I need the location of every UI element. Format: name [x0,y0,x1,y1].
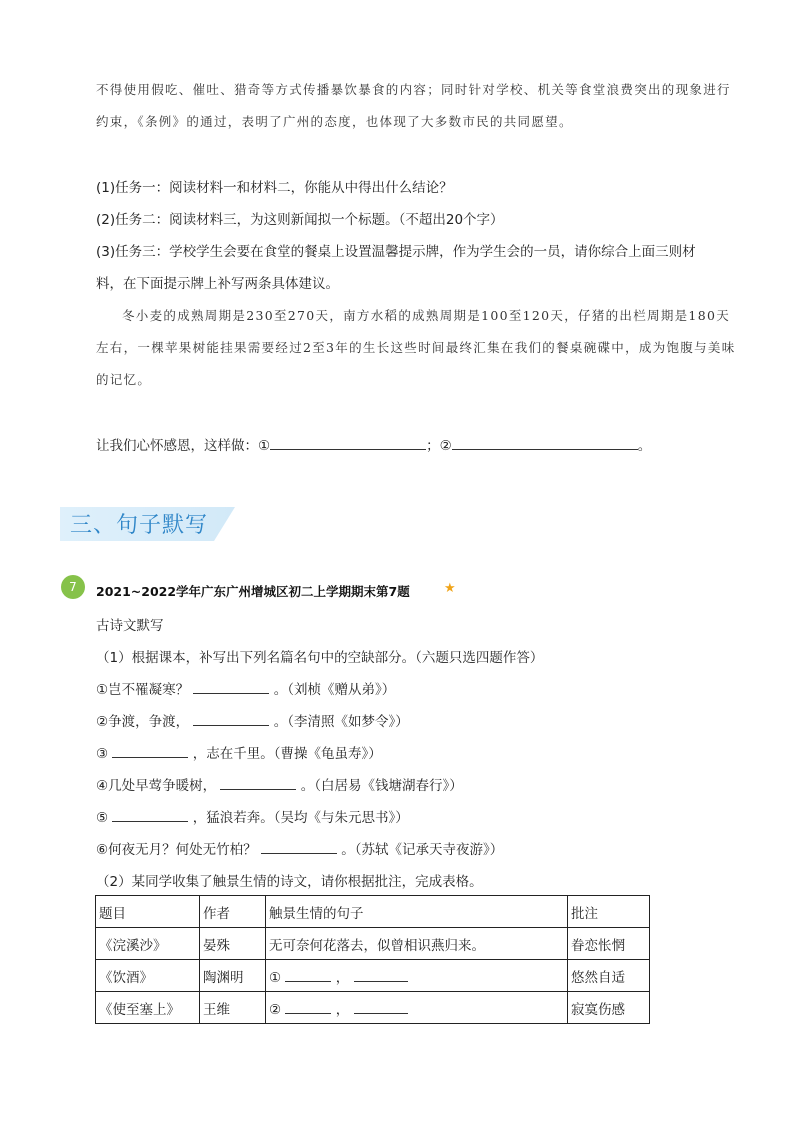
thanks-line [96,434,651,454]
table-row [96,960,650,992]
part2-instruction: （2）某同学收集了触景生情的诗文，请你根据批注，完成表格。 [96,874,483,890]
table-cell-note: 悠然自适 [568,960,650,992]
task-3-line-1: (3)任务三：学校学生会要在食堂的餐桌上设置温馨提示牌，作为学生会的一员，请你综合上面三则材 [96,244,696,260]
task-2: (2)任务二：阅读材料三，为这则新闻拟一个标题。（不超出20个字） [96,212,504,228]
question-number-badge: 7 [61,575,85,599]
table-cell-sentence: ① ， [266,960,568,992]
reminder-paragraph: 冬小麦的成熟周期是230至270天，南方水稻的成熟周期是100至120天，仔猪的出栏周期是180天左右，一棵苹果树能挂果需要经过2至3年的生长这些时间最终汇集在我们的餐桌碗碟中，成为饱腹与美味的记忆。 [96,308,736,387]
table-cell-note: 寂寞伤感 [568,992,650,1024]
table-cell-author: 陶渊明 [200,960,266,992]
poem-item-4: ④几处早莺争暖树， 。（白居易《钱塘湖春行》） [96,774,463,794]
table-blank-2a[interactable] [285,999,331,1014]
section-title: 三、句子默写 [70,513,209,538]
table-header-cell: 触景生情的句子 [266,896,568,928]
table-header-row [96,896,650,928]
question-source: 2021~2022学年广东广州增城区初二上学期期末第7题 [96,584,410,599]
table-cell-sentence: ② ， [266,992,568,1024]
poem-item-5: ⑤ ，猛浪若奔。（吴均《与朱元思书》） [96,806,409,826]
poem-blank-3[interactable] [112,743,188,758]
poem-item-6: ⑥何夜无月？何处无竹柏？ 。（苏轼《记承天寺夜游》） [96,838,503,858]
thanks-prefix: 让我们心怀感恩，这样做：① [96,438,271,454]
thanks-suffix: 。 [637,438,652,454]
answer-blank-1[interactable] [270,435,426,450]
table-cell-author: 晏殊 [200,928,266,960]
table-header-cell: 题目 [96,896,200,928]
thanks-separator: ；② [426,438,452,454]
intro-paragraph: 不得使用假吃、催吐、猎奇等方式传播暴饮暴食的内容；同时针对学校、机关等食堂浪费突出的现象进行约束，《条例》的通过，表明了广州的态度，也体现了大多数市民的共同愿望。 [96,82,731,129]
difficulty-star-icon: ★ [444,581,456,596]
table-header-cell: 作者 [200,896,266,928]
table-header-cell: 批注 [568,896,650,928]
poem-blank-6[interactable] [261,839,337,854]
poem-item-1: ①岂不罹凝寒？ 。（刘桢《赠从弟》） [96,678,395,698]
table-row [96,928,650,960]
task-1: (1)任务一：阅读材料一和材料二，你能从中得出什么结论？ [96,180,453,196]
table-cell-author: 王维 [200,992,266,1024]
poem-table [95,895,650,1024]
table-cell-title: 《浣溪沙》 [96,928,200,960]
table-blank-1a[interactable] [285,967,331,982]
table-blank-1b[interactable] [354,967,408,982]
poem-blank-2[interactable] [193,711,269,726]
poem-blank-1[interactable] [193,679,269,694]
poem-item-3: ③ ，志在千里。（曹操《龟虽寿》） [96,742,382,762]
table-cell-title: 《使至塞上》 [96,992,200,1024]
answer-blank-2[interactable] [452,435,638,450]
poem-blank-5[interactable] [112,807,188,822]
table-cell-note: 眷恋怅惘 [568,928,650,960]
part1-instruction: （1）根据课本，补写出下列名篇名句中的空缺部分。（六题只选四题作答） [96,650,544,666]
table-blank-2b[interactable] [354,999,408,1014]
table-row [96,992,650,1024]
poem-item-2: ②争渡，争渡， 。（李清照《如梦令》） [96,710,409,730]
poem-blank-4[interactable] [220,775,296,790]
question-type: 古诗文默写 [96,618,164,634]
table-cell-sentence: 无可奈何花落去，似曾相识燕归来。 [266,928,568,960]
table-cell-title: 《饮酒》 [96,960,200,992]
task-3-line-2: 料，在下面提示牌上补写两条具体建议。 [96,276,339,292]
